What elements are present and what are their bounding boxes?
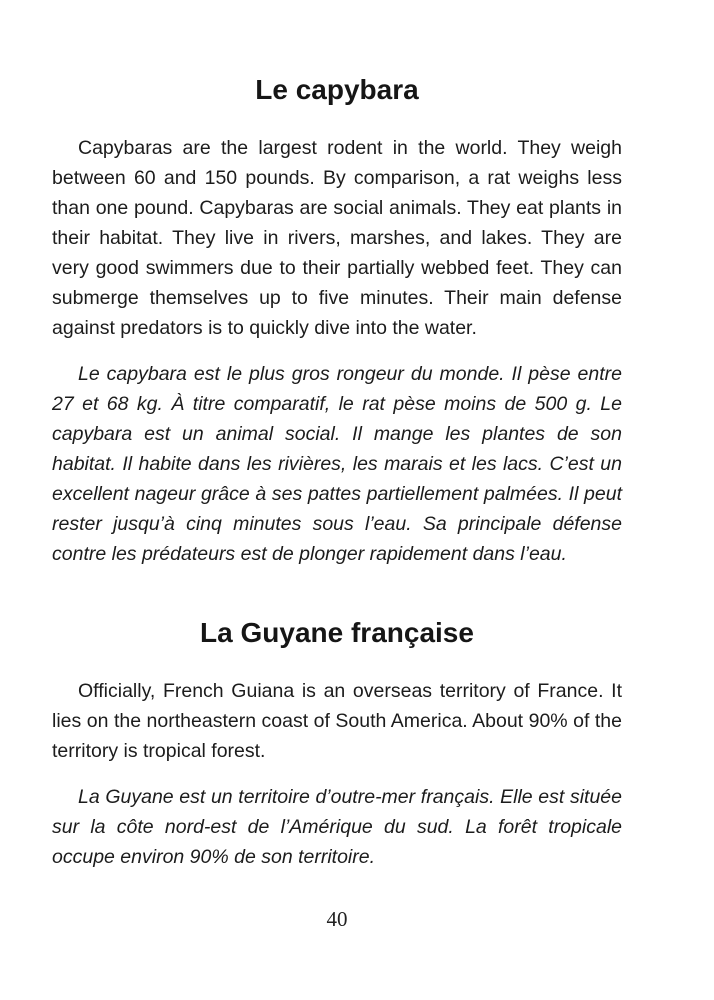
section-title-guyane: La Guyane française bbox=[200, 617, 474, 648]
section-capybara bbox=[52, 73, 622, 569]
capybara-french-paragraph: Le capybara est le plus gros rongeur du monde. Il pèse entre 27 et 68 kg. À titre comparatif, le rat pèse moins de 500 g. Le capybara est un animal social. Il mange les plantes de son habitat. Il habite dans les rivières, les marais et les lacs. C’est un excellent nageur grâce à ses pattes partiellement palmées. Il peut rester jusqu’à cinq minutes sous l’eau. Sa principale défense contre les prédateurs est de plonger rapidement dans l’eau. bbox=[52, 363, 622, 565]
page-footer bbox=[52, 907, 622, 932]
section-title-capybara: Le capybara bbox=[255, 74, 419, 105]
capybara-english-paragraph: Capybaras are the largest rodent in the world. They weigh between 60 and 150 pounds. By comparison, a rat weighs less than one pound. Capybaras are social animals. They eat plants in their habitat. They live in rivers, marshes, and lakes. They are very good swimmers due to their partially webbed feet. They can submerge themselves up to five minutes. Their main defense against predators is to quickly dive into the water. bbox=[52, 137, 622, 339]
guyane-french-paragraph: La Guyane est un territoire d’outre-mer français. Elle est située sur la côte nord-est de l’Amérique du sud. La forêt tropicale occupe environ 90% de son territoire. bbox=[52, 786, 622, 868]
page-number: 40 bbox=[326, 907, 348, 931]
guyane-english-paragraph: Officially, French Guiana is an overseas territory of France. It lies on the northeastern coast of South America. About 90% of the territory is tropical forest. bbox=[52, 680, 622, 762]
section-guyane bbox=[52, 616, 622, 872]
